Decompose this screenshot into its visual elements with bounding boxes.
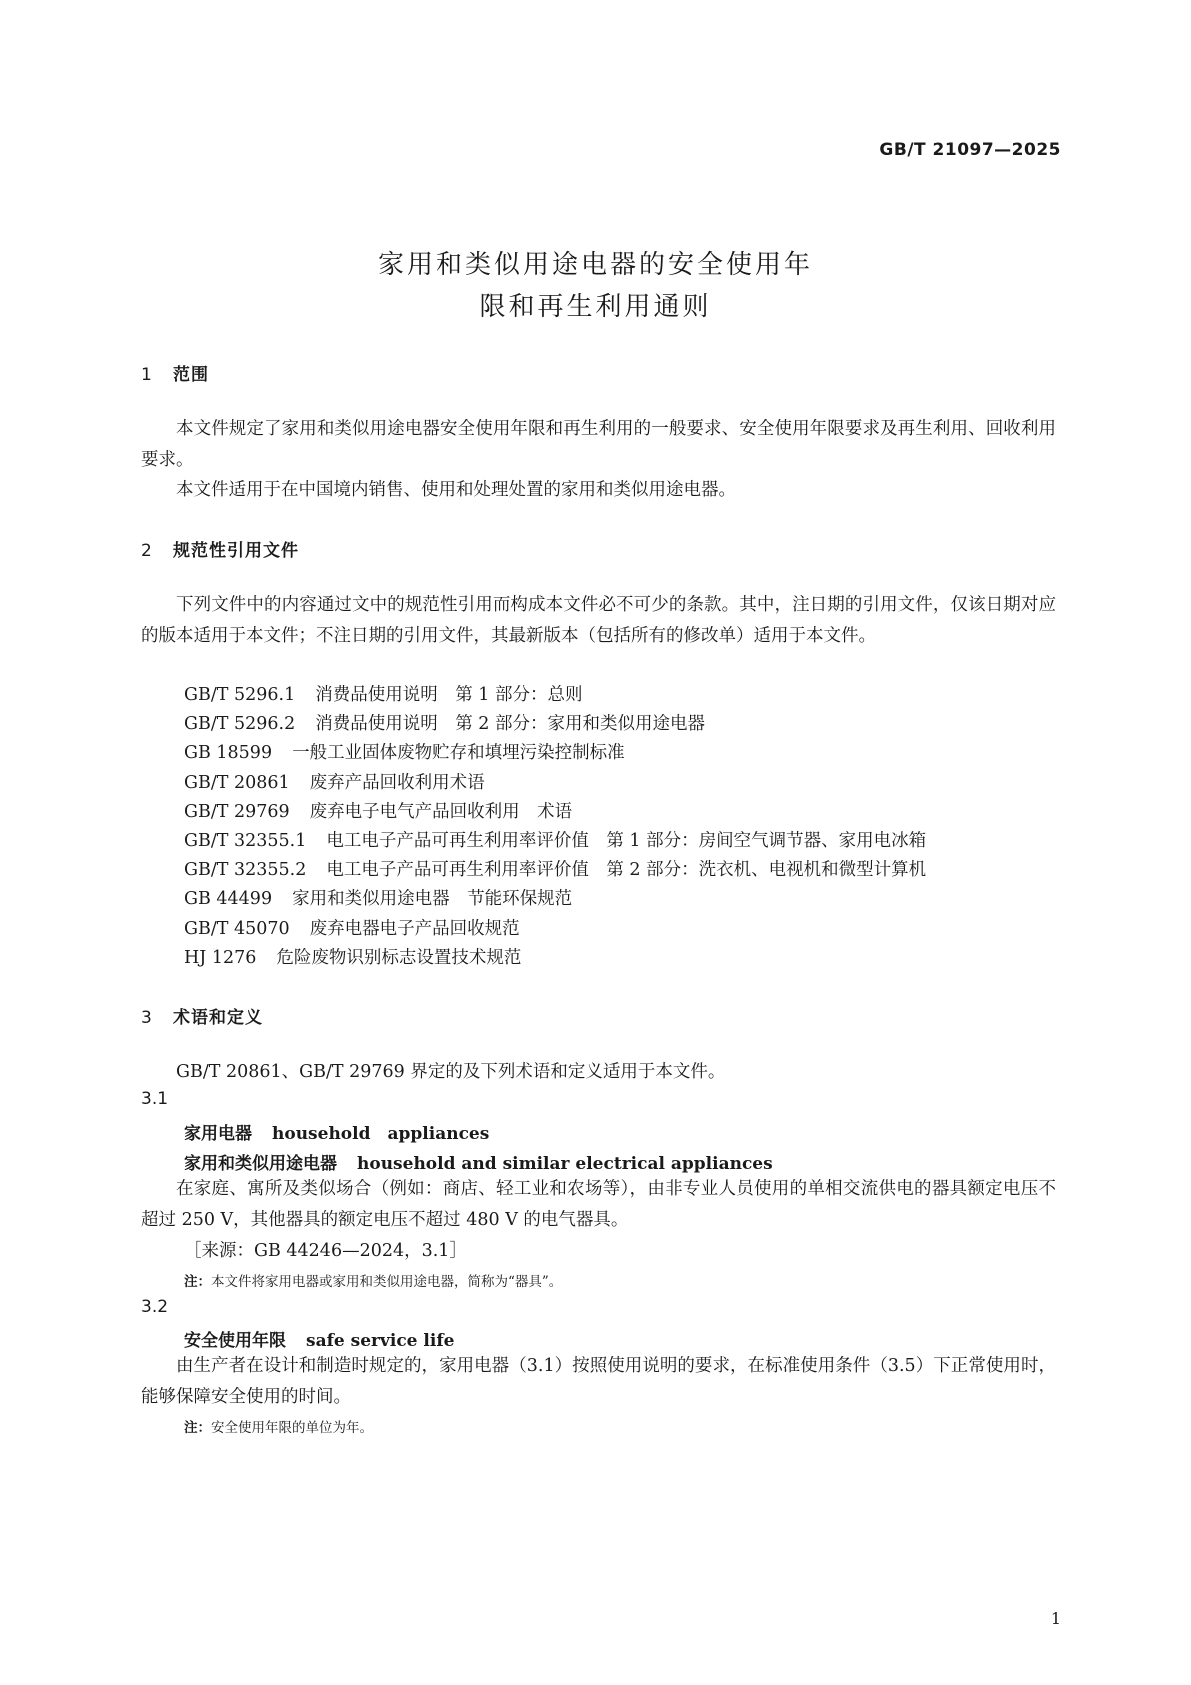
term-cn: 安全使用年限 bbox=[184, 1331, 286, 1351]
section-3-number: 3 bbox=[141, 1008, 153, 1028]
reference-title: 一般工业固体废物贮存和填埋污染控制标准 bbox=[292, 743, 625, 763]
reference-item bbox=[184, 944, 521, 969]
section-1-title: 范围 bbox=[173, 365, 209, 385]
note-label: 注： bbox=[184, 1274, 211, 1290]
note-text: 本文件将家用电器或家用和类似用途电器，简称为“器具”。 bbox=[211, 1274, 563, 1290]
reference-item bbox=[184, 739, 625, 764]
standard-code: GB/T 21097—2025 bbox=[879, 140, 1061, 160]
reference-item bbox=[184, 798, 572, 823]
reference-title: 消费品使用说明 第 2 部分：家用和类似用途电器 bbox=[315, 714, 705, 734]
term-cn: 家用和类似用途电器 bbox=[184, 1154, 337, 1174]
reference-title: 电工电子产品可再生利用率评价值 第 1 部分：房间空气调节器、家用电冰箱 bbox=[326, 831, 927, 851]
clause-3-1-note bbox=[184, 1270, 562, 1290]
page-number: 1 bbox=[1050, 1609, 1061, 1628]
term-en: safe service life bbox=[306, 1331, 455, 1351]
section-2-number: 2 bbox=[141, 541, 153, 561]
reference-title: 消费品使用说明 第 1 部分：总则 bbox=[315, 685, 583, 705]
section-3-intro: GB/T 20861、GB/T 29769 界定的及下列术语和定义适用于本文件。 bbox=[176, 1062, 726, 1082]
reference-code: GB 18599 bbox=[184, 743, 273, 763]
reference-item bbox=[184, 827, 926, 852]
section-1-number: 1 bbox=[141, 365, 153, 385]
reference-code: GB/T 32355.1 bbox=[184, 831, 307, 851]
clause-3-2-note bbox=[184, 1416, 373, 1436]
clause-3-1-number: 3.1 bbox=[141, 1089, 169, 1109]
clause-3-1-definition: 在家庭、寓所及类似场合（例如：商店、轻工业和农场等），由非专业人员使用的单相交流供电的器具额定电压不超过 250 V，其他器具的额定电压不超过 480 V 的电气器具。 bbox=[141, 1179, 1056, 1230]
section-1-heading bbox=[141, 360, 209, 385]
section-1-paragraph-1: 本文件规定了家用和类似用途电器安全使用年限和再生利用的一般要求、安全使用年限要求及再生利用、回收利用要求。 bbox=[141, 419, 1056, 470]
note-label: 注： bbox=[184, 1420, 211, 1436]
clause-3-2-number: 3.2 bbox=[141, 1297, 169, 1317]
clause-3-1-source: ［来源：GB 44246—2024，3.1］ bbox=[184, 1241, 467, 1261]
reference-title: 电工电子产品可再生利用率评价值 第 2 部分：洗衣机、电视机和微型计算机 bbox=[326, 860, 927, 880]
reference-item bbox=[184, 769, 485, 794]
reference-code: GB/T 29769 bbox=[184, 802, 290, 822]
document-title-line-2: 限和再生利用通则 bbox=[479, 292, 712, 322]
reference-code: GB 44499 bbox=[184, 889, 273, 909]
term-safe-service-life bbox=[184, 1326, 454, 1351]
reference-code: HJ 1276 bbox=[184, 948, 257, 968]
section-3-heading bbox=[141, 1003, 263, 1028]
reference-code: GB/T 20861 bbox=[184, 773, 290, 793]
reference-title: 家用和类似用途电器 节能环保规范 bbox=[292, 889, 573, 909]
term-household-similar-appliances bbox=[184, 1149, 773, 1174]
term-cn: 家用电器 bbox=[184, 1124, 252, 1144]
reference-title: 废弃电子电气产品回收利用 术语 bbox=[309, 802, 573, 822]
clause-3-2-definition: 由生产者在设计和制造时规定的，家用电器（3.1）按照使用说明的要求，在标准使用条件（3.5）下正常使用时，能够保障安全使用的时间。 bbox=[141, 1356, 1056, 1407]
term-en: household appliances bbox=[272, 1124, 490, 1144]
reference-code: GB/T 5296.1 bbox=[184, 685, 296, 705]
reference-title: 废弃电器电子产品回收规范 bbox=[309, 919, 520, 939]
reference-title: 危险废物识别标志设置技术规范 bbox=[276, 948, 522, 968]
reference-item bbox=[184, 885, 572, 910]
section-2-intro: 下列文件中的内容通过文中的规范性引用而构成本文件必不可少的条款。其中，注日期的引用文件，仅该日期对应的版本适用于本文件；不注日期的引用文件，其最新版本（包括所有的修改单）适用于本文件。 bbox=[141, 595, 1056, 646]
reference-code: GB/T 5296.2 bbox=[184, 714, 296, 734]
reference-code: GB/T 32355.2 bbox=[184, 860, 307, 880]
section-3-title: 术语和定义 bbox=[173, 1008, 263, 1028]
reference-item bbox=[184, 915, 520, 940]
section-2-heading bbox=[141, 536, 299, 561]
term-household-appliances bbox=[184, 1119, 489, 1144]
reference-code: GB/T 45070 bbox=[184, 919, 290, 939]
section-1-paragraph-2: 本文件适用于在中国境内销售、使用和处理处置的家用和类似用途电器。 bbox=[176, 480, 736, 500]
reference-item bbox=[184, 681, 582, 706]
document-title-line-1: 家用和类似用途电器的安全使用年 bbox=[377, 250, 813, 280]
note-text: 安全使用年限的单位为年。 bbox=[211, 1420, 373, 1436]
reference-title: 废弃产品回收利用术语 bbox=[309, 773, 485, 793]
reference-item bbox=[184, 710, 705, 735]
reference-item bbox=[184, 856, 926, 881]
section-2-title: 规范性引用文件 bbox=[173, 541, 299, 561]
term-en: household and similar electrical appliances bbox=[357, 1154, 773, 1174]
